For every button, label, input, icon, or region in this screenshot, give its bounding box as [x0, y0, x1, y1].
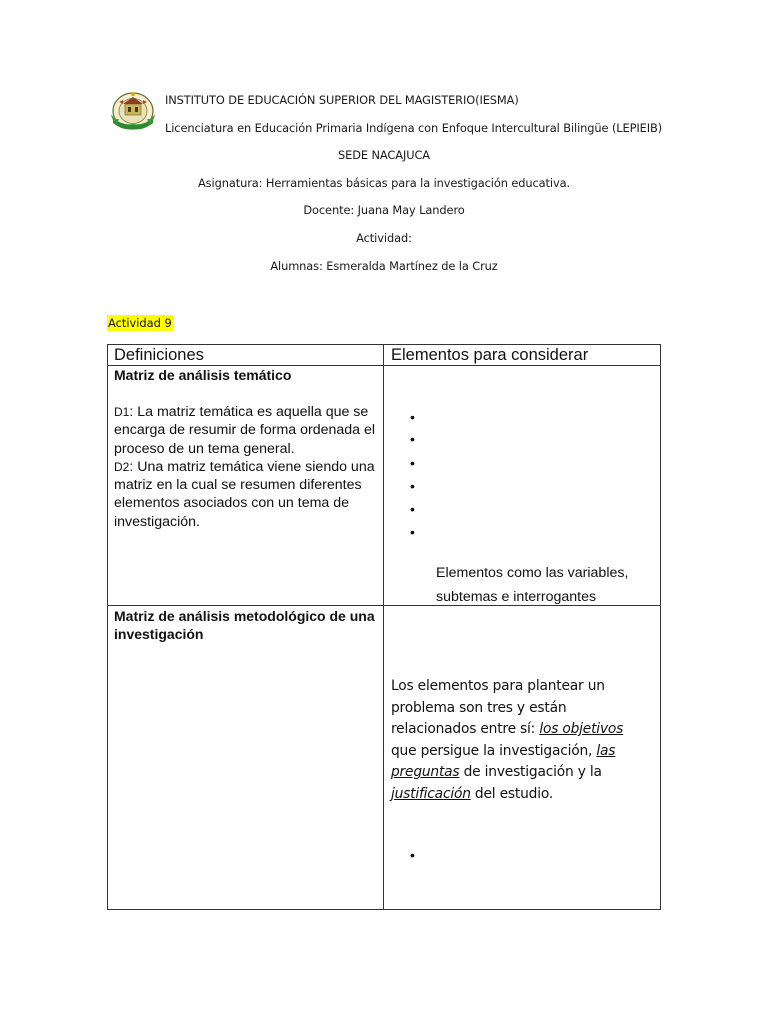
term-questions: las preguntas: [391, 742, 616, 780]
definition-2-text: : Una matriz temática viene siendo una matriz en la cual se resumen diferentes elementos asociados con un tema de investigación.: [114, 458, 375, 530]
column-header-elements: Elementos para considerar: [391, 346, 589, 364]
row1-title: Matriz de análisis temático: [114, 367, 292, 383]
column-header-definitions: Definiciones: [114, 346, 204, 364]
bullet-3: •: [410, 455, 415, 471]
program-name: Licenciatura en Educación Primaria Indígena con Enfoque Intercultural Bilingüe (LEPIEIB): [165, 121, 663, 135]
definition-1-tag: D1: [114, 405, 130, 419]
bullet-2: •: [410, 431, 415, 447]
row2-title: Matriz de análisis metodológico de una investigación: [114, 608, 375, 642]
activity-line: Actividad:: [356, 231, 412, 245]
subject-line: Asignatura: Herramientas básicas para la investigación educativa.: [197, 176, 571, 190]
institution-name: INSTITUTO DE EDUCACIÓN SUPERIOR DEL MAGISTERIO(IESMA): [165, 93, 519, 107]
definition-1-text: : La matriz temática es aquella que se encarga de resumir de forma ordenada el proceso de un tema general.: [114, 404, 376, 457]
row2-text-b: que persigue la investigación,: [391, 742, 597, 759]
definition-2-tag: D2: [114, 459, 130, 474]
bullet-6: •: [410, 524, 415, 540]
term-objectives: los objetivos: [539, 721, 624, 737]
definition-1: [114, 403, 380, 458]
activity-number-highlight: Actividad 9: [108, 316, 172, 330]
row2-text-d: del estudio.: [470, 785, 554, 802]
row2-text-a: Los elementos para plantear un problema son tres y están relacionados entre sí:: [391, 678, 605, 737]
students-line: Alumnas: Esmeralda Martínez de la Cruz: [270, 259, 498, 273]
row2-elements-text: [391, 676, 641, 805]
campus-name: SEDE NACAJUCA: [337, 148, 431, 162]
definition-2: [114, 458, 380, 531]
term-justification: justificación: [391, 785, 471, 802]
row1-definitions: [114, 403, 380, 531]
institution-seal-icon: [109, 90, 157, 132]
row1-elements-text: Elementos como las variables, subtemas e interrogantes: [436, 565, 629, 605]
table-column-divider: [383, 344, 384, 910]
row2-text-c: de investigación y la: [459, 764, 602, 780]
bullet-1: •: [410, 409, 415, 425]
teacher-line: Docente: Juana May Landero: [303, 203, 465, 217]
bullet-4: •: [410, 478, 415, 494]
bullet-5: •: [410, 501, 415, 517]
row2-bullet: •: [410, 847, 415, 863]
